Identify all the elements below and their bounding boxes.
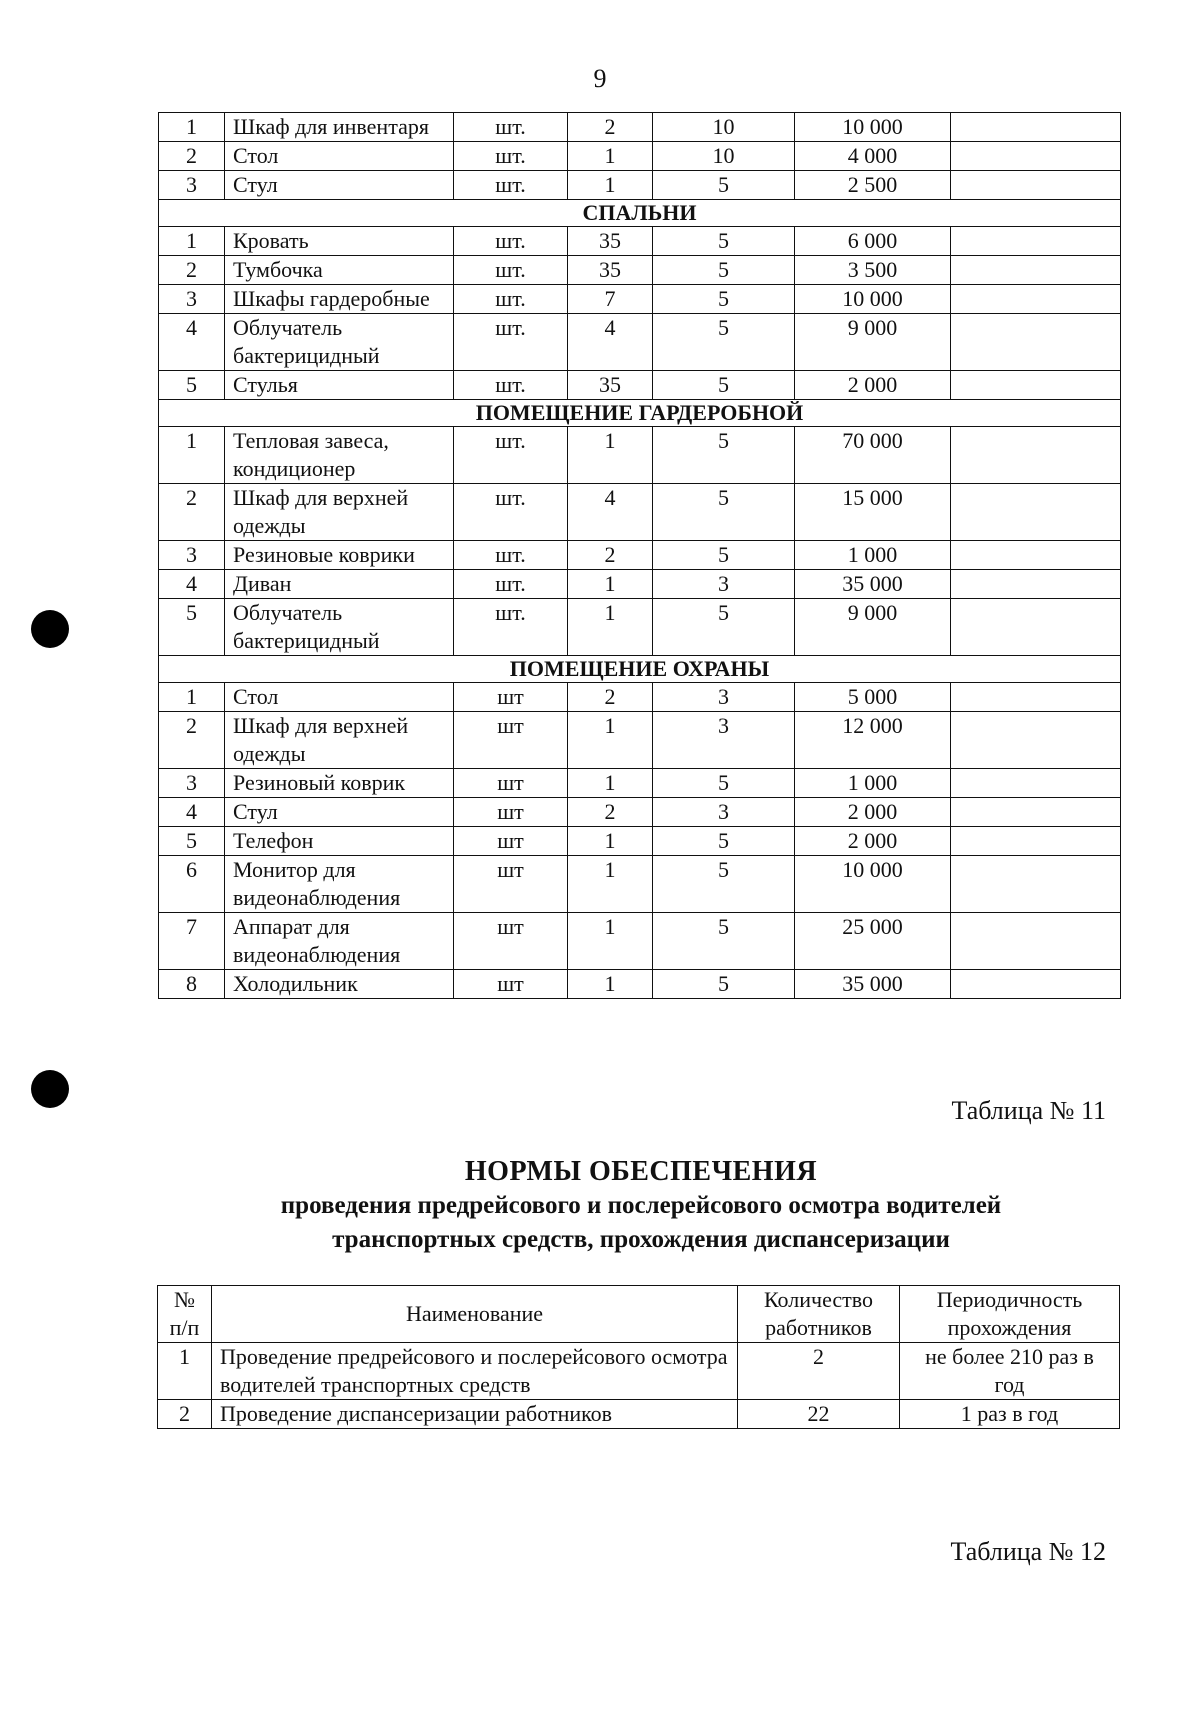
cell-name: Кровать — [225, 227, 454, 256]
cell-num: 2 — [159, 484, 225, 541]
cell-qty: 2 — [568, 113, 653, 142]
cell-years: 3 — [653, 570, 795, 599]
table-caption-11: Таблица № 11 — [951, 1096, 1106, 1125]
norms-subtitle-line1: проведения предрейсового и послерейсового осмотра водителей — [280, 1192, 1002, 1219]
table-row — [159, 142, 1121, 171]
header-num: № п/п — [158, 1286, 212, 1343]
cell-price: 2 000 — [795, 798, 951, 827]
cell-qty: 1 — [568, 171, 653, 200]
cell-num: 3 — [159, 171, 225, 200]
cell-note — [951, 827, 1121, 856]
cell-years: 3 — [653, 712, 795, 769]
cell-num: 8 — [159, 970, 225, 999]
cell-price: 2 000 — [795, 827, 951, 856]
table-row — [159, 769, 1121, 798]
section-heading-row — [159, 400, 1121, 427]
table-row — [158, 1343, 1120, 1400]
cell-qty: 35 — [568, 227, 653, 256]
punch-hole-lower — [31, 1070, 69, 1108]
punch-hole-upper — [31, 610, 69, 648]
cell-years: 5 — [653, 599, 795, 656]
cell-note — [951, 683, 1121, 712]
cell-note — [951, 970, 1121, 999]
cell-years: 5 — [653, 970, 795, 999]
cell-unit: шт — [454, 712, 568, 769]
cell-qty: 1 — [568, 570, 653, 599]
row-count: 22 — [738, 1400, 900, 1429]
section-heading-row — [159, 200, 1121, 227]
cell-qty: 35 — [568, 371, 653, 400]
cell-years: 5 — [653, 227, 795, 256]
table-row — [159, 285, 1121, 314]
cell-qty: 2 — [568, 541, 653, 570]
table-row — [159, 171, 1121, 200]
cell-num: 6 — [159, 856, 225, 913]
table-row — [159, 256, 1121, 285]
cell-price: 5 000 — [795, 683, 951, 712]
cell-unit: шт. — [454, 285, 568, 314]
cell-years: 5 — [653, 285, 795, 314]
row-name: Проведение предрейсового и послерейсового осмотра водителей транспортных средств — [212, 1343, 738, 1400]
cell-note — [951, 913, 1121, 970]
cell-price: 3 500 — [795, 256, 951, 285]
cell-price: 1 000 — [795, 769, 951, 798]
cell-num: 5 — [159, 599, 225, 656]
section-heading: СПАЛЬНИ — [159, 200, 1121, 227]
cell-name: Аппарат для видеонаблюдения — [225, 913, 454, 970]
cell-price: 70 000 — [795, 427, 951, 484]
cell-qty: 1 — [568, 712, 653, 769]
row-name: Проведение диспансеризации работников — [212, 1400, 738, 1429]
table-row — [159, 798, 1121, 827]
cell-price: 25 000 — [795, 913, 951, 970]
cell-price: 6 000 — [795, 227, 951, 256]
cell-unit: шт. — [454, 599, 568, 656]
cell-years: 5 — [653, 371, 795, 400]
section-heading: ПОМЕЩЕНИЕ ОХРАНЫ — [159, 656, 1121, 683]
cell-unit: шт — [454, 798, 568, 827]
inspection-norms-table — [157, 1285, 1120, 1429]
row-period: не более 210 раз в год — [900, 1343, 1120, 1400]
table-row — [159, 970, 1121, 999]
cell-qty: 2 — [568, 683, 653, 712]
cell-years: 3 — [653, 798, 795, 827]
table-row — [159, 570, 1121, 599]
cell-unit: шт — [454, 827, 568, 856]
row-period: 1 раз в год — [900, 1400, 1120, 1429]
cell-name: Стулья — [225, 371, 454, 400]
cell-unit: шт. — [454, 227, 568, 256]
header-count: Количество работников — [738, 1286, 900, 1343]
cell-num: 1 — [159, 683, 225, 712]
cell-name: Шкаф для верхней одежды — [225, 712, 454, 769]
cell-unit: шт. — [454, 371, 568, 400]
table-row — [159, 856, 1121, 913]
row-count: 2 — [738, 1343, 900, 1400]
section-heading: ПОМЕЩЕНИЕ ГАРДЕРОБНОЙ — [159, 400, 1121, 427]
cell-unit: шт — [454, 856, 568, 913]
cell-num: 7 — [159, 913, 225, 970]
table-row — [159, 371, 1121, 400]
cell-note — [951, 798, 1121, 827]
section-heading-row — [159, 656, 1121, 683]
cell-unit: шт — [454, 913, 568, 970]
cell-name: Телефон — [225, 827, 454, 856]
cell-note — [951, 113, 1121, 142]
table-row — [159, 484, 1121, 541]
norms-subtitle-line2: транспортных средств, прохождения диспансеризации — [332, 1226, 950, 1253]
cell-qty: 2 — [568, 798, 653, 827]
table-row — [159, 227, 1121, 256]
cell-qty: 4 — [568, 484, 653, 541]
cell-name: Шкаф для инвентаря — [225, 113, 454, 142]
cell-note — [951, 427, 1121, 484]
cell-unit: шт. — [454, 171, 568, 200]
cell-years: 5 — [653, 541, 795, 570]
table-row — [159, 827, 1121, 856]
cell-price: 10 000 — [795, 113, 951, 142]
cell-price: 35 000 — [795, 570, 951, 599]
cell-num: 4 — [159, 570, 225, 599]
cell-name: Холодильник — [225, 970, 454, 999]
cell-unit: шт. — [454, 256, 568, 285]
cell-num: 1 — [159, 227, 225, 256]
row-num: 1 — [158, 1343, 212, 1400]
table-row — [159, 712, 1121, 769]
page-number: 9 — [593, 64, 607, 93]
table-row — [159, 427, 1121, 484]
cell-name: Монитор для видеонаблюдения — [225, 856, 454, 913]
cell-years: 3 — [653, 683, 795, 712]
cell-years: 5 — [653, 427, 795, 484]
cell-price: 2 500 — [795, 171, 951, 200]
cell-num: 2 — [159, 256, 225, 285]
cell-years: 5 — [653, 913, 795, 970]
cell-years: 5 — [653, 856, 795, 913]
cell-note — [951, 285, 1121, 314]
cell-name: Шкаф для верхней одежды — [225, 484, 454, 541]
cell-note — [951, 712, 1121, 769]
cell-name: Стул — [225, 171, 454, 200]
cell-price: 1 000 — [795, 541, 951, 570]
cell-num: 3 — [159, 769, 225, 798]
cell-years: 10 — [653, 142, 795, 171]
cell-qty: 1 — [568, 427, 653, 484]
cell-note — [951, 541, 1121, 570]
cell-price: 10 000 — [795, 285, 951, 314]
cell-unit: шт. — [454, 484, 568, 541]
cell-note — [951, 599, 1121, 656]
cell-price: 4 000 — [795, 142, 951, 171]
cell-note — [951, 371, 1121, 400]
cell-note — [951, 227, 1121, 256]
cell-unit: шт. — [454, 427, 568, 484]
cell-num: 2 — [159, 142, 225, 171]
cell-qty: 1 — [568, 827, 653, 856]
cell-num: 5 — [159, 827, 225, 856]
cell-name: Облучатель бактерицидный — [225, 599, 454, 656]
cell-unit: шт. — [454, 314, 568, 371]
cell-num: 4 — [159, 798, 225, 827]
cell-note — [951, 256, 1121, 285]
cell-price: 12 000 — [795, 712, 951, 769]
table-row — [159, 541, 1121, 570]
cell-name: Тепловая завеса, кондиционер — [225, 427, 454, 484]
cell-qty: 1 — [568, 970, 653, 999]
cell-qty: 35 — [568, 256, 653, 285]
header-period: Периодичность прохождения — [900, 1286, 1120, 1343]
cell-years: 5 — [653, 827, 795, 856]
cell-name: Стол — [225, 142, 454, 171]
cell-price: 10 000 — [795, 856, 951, 913]
cell-name: Диван — [225, 570, 454, 599]
table-row — [159, 683, 1121, 712]
table-caption-12: Таблица № 12 — [950, 1537, 1106, 1566]
cell-num: 2 — [159, 712, 225, 769]
cell-years: 5 — [653, 256, 795, 285]
cell-num: 1 — [159, 427, 225, 484]
header-name: Наименование — [212, 1286, 738, 1343]
table-row — [159, 913, 1121, 970]
cell-qty: 1 — [568, 599, 653, 656]
cell-price: 9 000 — [795, 314, 951, 371]
cell-unit: шт. — [454, 541, 568, 570]
cell-years: 5 — [653, 484, 795, 541]
table-row — [159, 599, 1121, 656]
norms-title: НОРМЫ ОБЕСПЕЧЕНИЯ — [464, 1156, 818, 1187]
cell-price: 15 000 — [795, 484, 951, 541]
cell-qty: 1 — [568, 856, 653, 913]
cell-name: Резиновый коврик — [225, 769, 454, 798]
cell-note — [951, 142, 1121, 171]
cell-name: Облучатель бактерицидный — [225, 314, 454, 371]
cell-note — [951, 171, 1121, 200]
cell-qty: 1 — [568, 769, 653, 798]
cell-years: 5 — [653, 314, 795, 371]
table-header-row — [158, 1286, 1120, 1343]
cell-name: Шкафы гардеробные — [225, 285, 454, 314]
cell-qty: 1 — [568, 142, 653, 171]
table-row — [159, 113, 1121, 142]
cell-qty: 4 — [568, 314, 653, 371]
cell-unit: шт — [454, 970, 568, 999]
row-num: 2 — [158, 1400, 212, 1429]
table-row — [158, 1400, 1120, 1429]
cell-price: 9 000 — [795, 599, 951, 656]
equipment-table — [158, 112, 1121, 999]
cell-unit: шт. — [454, 142, 568, 171]
cell-name: Резиновые коврики — [225, 541, 454, 570]
cell-name: Стул — [225, 798, 454, 827]
cell-note — [951, 769, 1121, 798]
cell-years: 10 — [653, 113, 795, 142]
cell-note — [951, 314, 1121, 371]
cell-years: 5 — [653, 769, 795, 798]
table-row — [159, 314, 1121, 371]
cell-unit: шт — [454, 769, 568, 798]
cell-name: Стол — [225, 683, 454, 712]
cell-num: 1 — [159, 113, 225, 142]
cell-price: 2 000 — [795, 371, 951, 400]
cell-unit: шт. — [454, 570, 568, 599]
cell-years: 5 — [653, 171, 795, 200]
cell-num: 3 — [159, 285, 225, 314]
cell-note — [951, 856, 1121, 913]
cell-num: 4 — [159, 314, 225, 371]
cell-note — [951, 484, 1121, 541]
cell-name: Тумбочка — [225, 256, 454, 285]
cell-num: 3 — [159, 541, 225, 570]
cell-qty: 1 — [568, 913, 653, 970]
cell-unit: шт — [454, 683, 568, 712]
cell-num: 5 — [159, 371, 225, 400]
cell-note — [951, 570, 1121, 599]
cell-qty: 7 — [568, 285, 653, 314]
cell-unit: шт. — [454, 113, 568, 142]
cell-price: 35 000 — [795, 970, 951, 999]
